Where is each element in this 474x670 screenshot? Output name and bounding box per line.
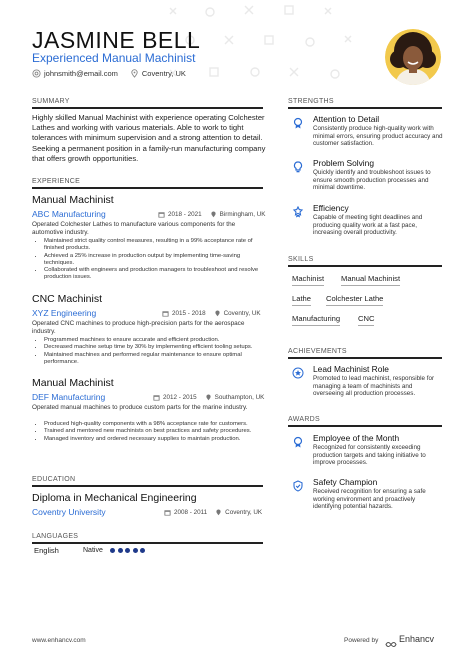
- strength-description: Consistently produce high-quality work with minimal errors, ensuring product accuracy and customer satisfaction.: [313, 125, 443, 148]
- enhancv-logo-icon: [385, 636, 397, 654]
- job-meta: [158, 211, 265, 218]
- proficiency-dot: [118, 548, 123, 553]
- skill-tag: CNC: [358, 314, 374, 326]
- footer-site[interactable]: www.enhancv.com: [32, 637, 86, 644]
- awards-heading: AWARDS: [288, 416, 321, 423]
- achievements-heading: ACHIEVEMENTS: [288, 348, 347, 355]
- achievement-title: Lead Machinist Role: [313, 364, 389, 374]
- job-title: Manual Machinist: [32, 377, 114, 389]
- job-description: Operated manual machines to produce custom parts for the marine industry.: [32, 404, 248, 411]
- experience-heading: EXPERIENCE: [32, 178, 81, 185]
- shield-icon: [292, 479, 304, 497]
- job-description: Operated Colchester Lathes to manufacture various components for the automotive industry.: [32, 221, 236, 236]
- avatar: [385, 29, 441, 85]
- education-heading: EDUCATION: [32, 476, 76, 483]
- education-degree: Diploma in Mechanical Engineering: [32, 492, 197, 504]
- job-location: Birmingham, UK: [219, 211, 266, 218]
- footer-brand: Enhancv: [399, 634, 435, 644]
- list-item: • Collaborated with engineers and production managers to troubleshoot and resolve production issues.: [44, 267, 266, 282]
- education-location: Coventry, UK: [225, 509, 263, 516]
- language-level: Native: [83, 547, 103, 554]
- skill-tag: Lathe: [292, 294, 311, 306]
- languages-heading: LANGUAGES: [32, 533, 79, 540]
- list-item: • Maintained machines and performed regular maintenance to ensure optimal performance.: [44, 352, 266, 367]
- list-item: • Decreased machine setup time by 30% by implementing efficient tooling setups.: [44, 344, 266, 351]
- skill-tag: Machinist: [292, 274, 324, 286]
- list-item: • Managed inventory and ordered necessary supplies to maintain production.: [44, 436, 266, 443]
- education-school: Coventry University: [32, 507, 106, 517]
- footer-powered-by: Powered by: [344, 637, 379, 644]
- at-icon: [32, 69, 41, 78]
- experience-divider: [32, 187, 263, 189]
- achievements-divider: [288, 357, 442, 359]
- location-pin-icon: [205, 394, 212, 401]
- job-dates: 2015 - 2018: [172, 310, 206, 317]
- summary-text: Highly skilled Manual Machinist with experience operating Colchester Lathes and working with various materials. Able to work to tight tolerances with minimum supervision and a strong attention to detail. Seeking a permanent position in a family-run manufacturing company that offers growth opportunities.: [32, 113, 266, 163]
- lightbulb-icon: [292, 160, 304, 178]
- proficiency-dot: [110, 548, 115, 553]
- contact-row: [32, 69, 186, 78]
- education-dates: 2008 - 2011: [174, 509, 208, 516]
- awards-divider: [288, 425, 442, 427]
- strength-description: Capable of meeting tight deadlines and producing quality work at a fast pace, increasing overall productivity.: [313, 214, 423, 237]
- list-item: • Trained and mentored new machinists on best practices and safety procedures.: [44, 428, 266, 435]
- summary-divider: [32, 107, 263, 109]
- location-pin-icon: [215, 509, 222, 516]
- strength-title: Attention to Detail: [313, 114, 380, 124]
- calendar-icon: [162, 310, 169, 317]
- star-icon: [292, 366, 304, 384]
- skills-heading: SKILLS: [288, 256, 314, 263]
- languages-divider: [32, 542, 263, 544]
- job-location: Southampton, UK: [214, 394, 265, 401]
- job-title: Manual Machinist: [32, 194, 114, 206]
- contact-location: Coventry, UK: [141, 69, 186, 78]
- candidate-title: Experienced Manual Machinist: [32, 51, 196, 65]
- proficiency-dot: [133, 548, 138, 553]
- strengths-divider: [288, 107, 442, 109]
- skills-divider: [288, 265, 442, 267]
- calendar-icon: [164, 509, 171, 516]
- medal-icon: [292, 435, 304, 453]
- language-proficiency-dots: [110, 548, 148, 553]
- job-meta: [153, 394, 264, 401]
- summary-heading: SUMMARY: [32, 98, 70, 105]
- strength-description: Quickly identify and troubleshoot issues to ensure smooth production processes and minimal downtime.: [313, 169, 431, 192]
- job-bullets: [33, 238, 266, 282]
- proficiency-dot: [140, 548, 145, 553]
- job-dates: 2018 - 2021: [168, 211, 202, 218]
- job-title: CNC Machinist: [32, 293, 103, 305]
- contact-email[interactable]: johnsmith@email.com: [44, 69, 118, 78]
- calendar-icon: [158, 211, 165, 218]
- job-meta: [162, 310, 261, 317]
- skill-tag: Colchester Lathe: [326, 294, 383, 306]
- job-bullets: [33, 421, 266, 443]
- medal-icon: [292, 116, 304, 134]
- skill-tag: Manual Machinist: [341, 274, 400, 286]
- award-description: Received recognition for ensuring a safe working environment and proactively identifying potential hazards.: [313, 488, 426, 511]
- list-item: • Maintained strict quality control measures, resulting in a 99% acceptance rate of finished products.: [44, 238, 266, 253]
- award-icon: [292, 205, 304, 223]
- proficiency-dot: [125, 548, 130, 553]
- education-divider: [32, 485, 263, 487]
- list-item: • Produced high-quality components with a 98% acceptance rate for customers.: [44, 421, 266, 428]
- education-meta: [164, 509, 262, 516]
- award-description: Recognized for consistently exceeding production targets and taking initiative to improve processes.: [313, 444, 426, 467]
- list-item: • Programmed machines to ensure accurate and efficient production.: [44, 337, 266, 344]
- calendar-icon: [153, 394, 160, 401]
- job-bullets: [33, 337, 266, 366]
- skill-tag: Manufacturing: [292, 314, 340, 326]
- strength-title: Efficiency: [313, 203, 349, 213]
- location-pin-icon: [214, 310, 221, 317]
- strengths-heading: STRENGTHS: [288, 98, 334, 105]
- strength-title: Problem Solving: [313, 158, 374, 168]
- location-pin-icon: [130, 69, 139, 78]
- job-dates: 2012 - 2015: [163, 394, 197, 401]
- language-name: English: [34, 546, 59, 555]
- achievement-description: Promoted to lead machinist, responsible for managing a team of machinists and overseeing all production processes.: [313, 375, 435, 398]
- job-description: Operated CNC machines to produce high-precision parts for the aerospace industry.: [32, 320, 245, 335]
- job-company: XYZ Engineering: [32, 308, 97, 318]
- award-title: Safety Champion: [313, 477, 378, 487]
- location-pin-icon: [210, 211, 217, 218]
- candidate-name: JASMINE BELL: [32, 27, 201, 53]
- award-title: Employee of the Month: [313, 433, 400, 443]
- list-item: • Achieved a 25% increase in production output by implementing time-saving techniques.: [44, 253, 266, 268]
- job-company: DEF Manufacturing: [32, 392, 106, 402]
- job-location: Coventry, UK: [223, 310, 261, 317]
- job-company: ABC Manufacturing: [32, 209, 106, 219]
